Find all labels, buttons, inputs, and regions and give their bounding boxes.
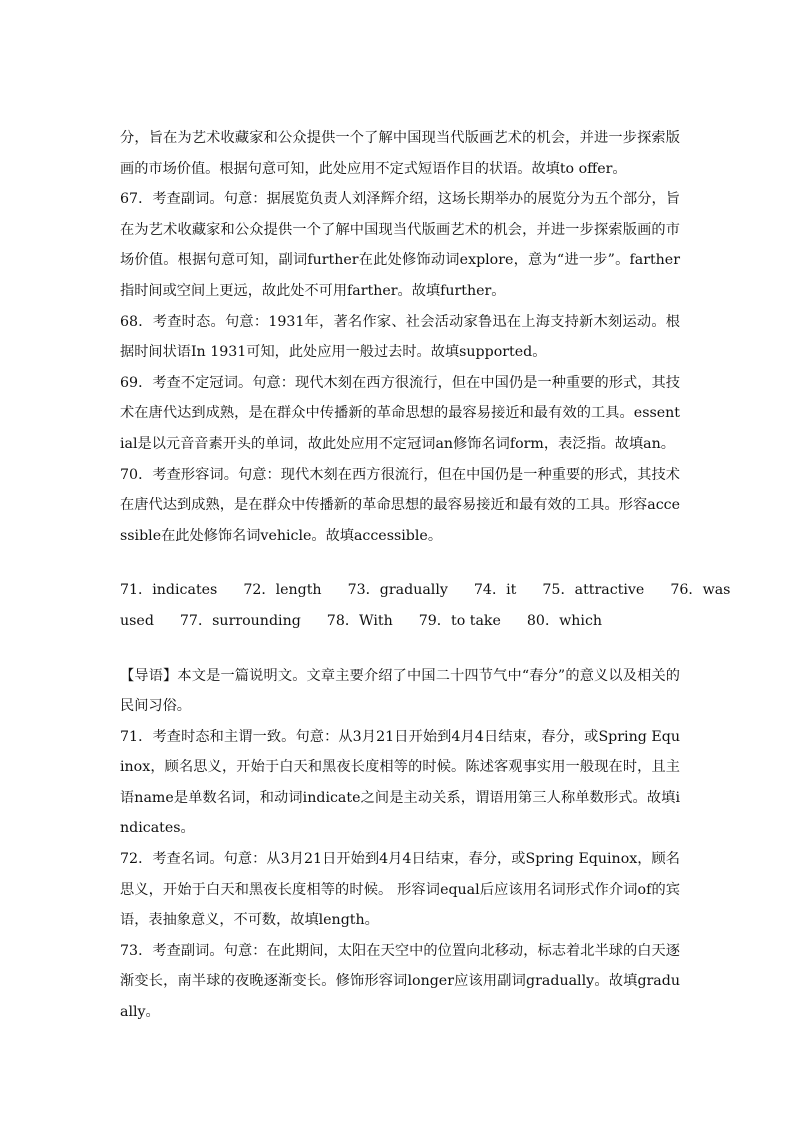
passage-intro: 【导语】本文是一篇说明文。文章主要介绍了中国二十四节气中“春分”的意义以及相关的民间习俗。 <box>120 667 680 715</box>
answer-76-part2: used <box>120 612 154 629</box>
answer-80: 80．which <box>526 612 603 629</box>
paragraph-70: 70．考查形容词。句意：现代木刻在西方很流行，但在中国仍是一种重要的形式，其技术在唐代达到成熟，是在群众中传播新的革命思想的最容易接近和最有效的工具。形容accessible在此处修饰名词vehicle。故填accessible。 <box>120 466 680 544</box>
answer-75: 75．attractive <box>542 582 645 599</box>
paragraph-67: 67．考查副词。句意：据展览负责人刘泽辉介绍，这场长期举办的展览分为五个部分，旨在为艺术收藏家和公众提供一个了解中国现当代版画艺术的机会，并进一步探索版画的市场价值。根据句意可知，副词further在此处修饰动词explore，意为“进一步”。farther指时间或空间上更远，故此处不可用farther。故填further。 <box>120 191 680 299</box>
answer-77: 77．surrounding <box>179 612 301 629</box>
paragraph-73: 73．考查副词。句意：在此期间，太阳在天空中的位置向北移动，标志着北半球的白天逐渐变长，南半球的夜晚逐渐变长。修饰形容词longer应该用副词gradually。故填gradually。 <box>120 942 680 1021</box>
paragraph-72: 72．考查名词。句意：从3月21日开始到4月4日结束，春分，或Spring Equinox，顾名思义，开始于白天和黑夜长度相等的时候。 形容词equal后应该用名词形式作介词of的宾语，表抽象意义，不可数，故填length。 <box>120 851 680 929</box>
answer-79: 79．to take <box>418 612 501 629</box>
answer-key-row-1 <box>120 575 731 606</box>
paragraph-69: 69．考查不定冠词。句意：现代木刻在西方很流行，但在中国仍是一种重要的形式，其技术在唐代达到成熟，是在群众中传播新的革命思想的最容易接近和最有效的工具。essential是以元音音素开头的单词，故此处应用不定冠词an修饰名词form，表泛指。故填an。 <box>120 374 680 452</box>
paragraph-68: 68．考查时态。句意：1931年，著名作家、社会活动家鲁迅在上海支持新木刻运动。根据时间状语In 1931可知，此处应用一般过去时。故填supported。 <box>120 313 680 361</box>
paragraph-66-continued: 分，旨在为艺术收藏家和公众提供一个了解中国现当代版画艺术的机会，并进一步探索版画的市场价值。根据句意可知，此处应用不定式短语作目的状语。故填to offer。 <box>120 130 680 177</box>
answer-key <box>120 575 731 636</box>
answer-73: 73．gradually <box>347 582 448 599</box>
answer-78: 78．With <box>326 612 393 629</box>
paragraph-71: 71．考查时态和主谓一致。句意：从3月21日开始到4月4日结束，春分，或Spring Equinox，顾名思义，开始于白天和黑夜长度相等的时候。陈述客观事实用一般现在时，且主语name是单数名词，和动词indicate之间是主动关系，谓语用第三人称单数形式。故填indicates。 <box>120 728 680 837</box>
answer-74: 74．it <box>473 582 517 599</box>
document-page <box>120 123 731 1028</box>
answer-76-part1: 76．was <box>670 582 731 599</box>
answer-72: 72．length <box>243 582 322 599</box>
answer-71: 71．indicates <box>120 582 218 599</box>
answer-key-row-2 <box>120 606 680 637</box>
